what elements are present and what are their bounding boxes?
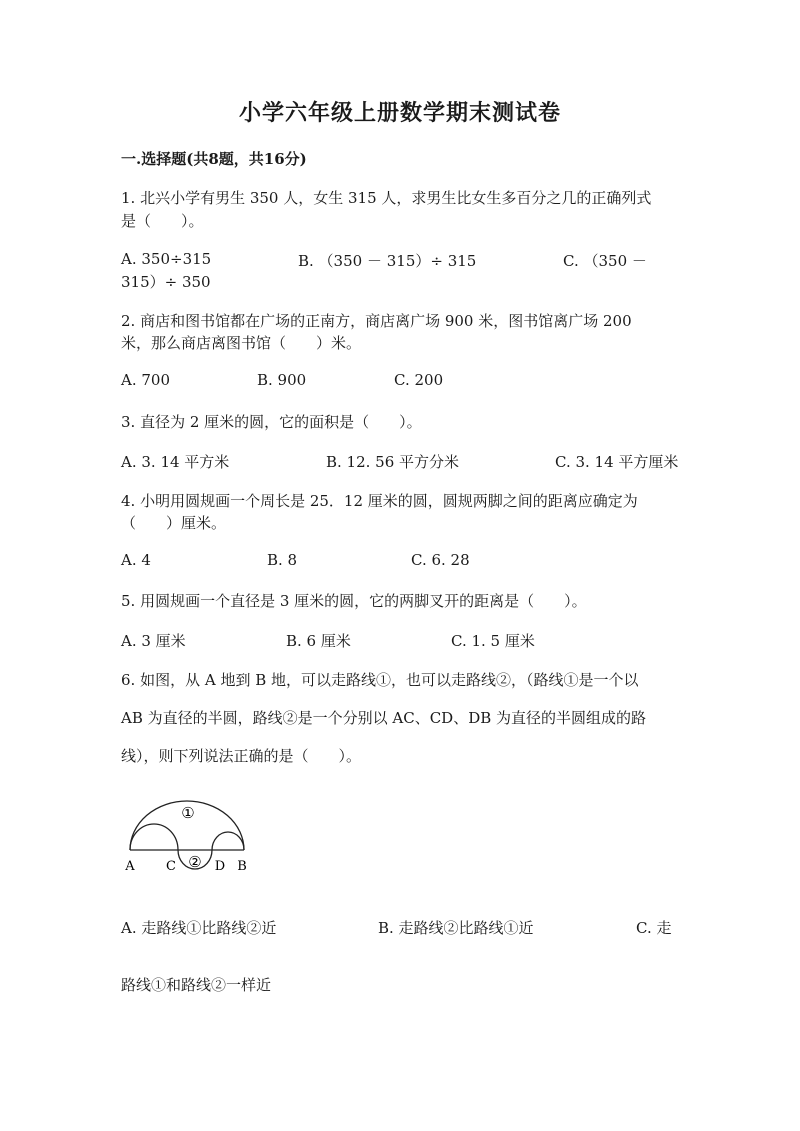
page-title: 小学六年级上册数学期末测试卷 [238,100,561,126]
question-5-option-c: C. 1. 5 厘米 [451,632,535,650]
question-4-option-b: B. 8 [267,551,298,569]
question-1-line-1: 1. 北兴小学有男生 350 人，女生 315 人，求男生比女生多百分之几的正确列式 [121,189,652,207]
route-1-label: ① [181,804,195,822]
route-2-arc-ac [130,824,178,850]
question-4-line-2: （ ）厘米。 [121,514,227,532]
section-heading: 一.选择题(共8题，共16分) [121,150,307,168]
question-2-option-b: B. 900 [257,371,307,389]
question-3-option-a: A. 3. 14 平方米 [121,453,230,471]
question-4-option-c: C. 6. 28 [411,551,470,569]
question-6-option-c-continued: 路线①和路线②一样近 [121,976,272,994]
question-1-option-c: C. （350 － [563,252,647,270]
question-5-option-a: A. 3 厘米 [121,632,186,650]
question-3-line-1: 3. 直径为 2 厘米的圆，它的面积是（ ）。 [121,413,422,431]
question-2-option-c: C. 200 [394,371,444,389]
question-6-option-b: B. 走路线②比路线①近 [378,919,534,937]
question-6-line-3: 线），则下列说法正确的是（ ）。 [121,747,362,765]
question-6-option-a: A. 走路线①比路线②近 [121,919,277,937]
question-1-line-2: 是（ ）。 [121,212,204,230]
route-2-arc-db [212,832,244,850]
question-4-line-1: 4. 小明用圆规画一个周长是 25．12 厘米的圆，圆规两脚之间的距离应确定为 [121,492,638,510]
question-5-line-1: 5. 用圆规画一个直径是 3 厘米的圆，它的两脚叉开的距离是（ ）。 [121,592,587,610]
question-2-option-a: A. 700 [121,371,170,389]
question-2-line-1: 2. 商店和图书馆都在广场的正南方，商店离广场 900 米，图书馆离广场 200 [121,312,632,330]
point-d-label: D [214,859,226,874]
route-diagram [118,798,258,878]
question-1-option-c-continued: 315）÷ 350 [121,273,211,291]
question-4-option-a: A. 4 [121,551,151,569]
question-3-option-b: B. 12. 56 平方分米 [326,453,460,471]
question-1-option-a: A. 350÷315 [121,250,212,268]
point-a-label: A [125,859,135,874]
route-2-label: ② [188,853,202,871]
question-6-line-1: 6. 如图，从 A 地到 B 地，可以走路线①，也可以走路线②，（路线①是一个以 [121,671,639,689]
question-6-line-2: AB 为直径的半圆，路线②是一个分别以 AC、CD、DB 为直径的半圆组成的路 [121,709,647,727]
point-c-label: C [166,859,176,874]
point-b-label: B [237,859,247,874]
question-3-option-c: C. 3. 14 平方厘米 [555,453,679,471]
question-2-line-2: 米，那么商店离图书馆（ ）米。 [121,334,362,352]
question-6-option-c: C. 走 [636,919,672,937]
question-1-option-b: B. （350 － 315）÷ 315 [298,252,477,270]
question-5-option-b: B. 6 厘米 [286,632,351,650]
